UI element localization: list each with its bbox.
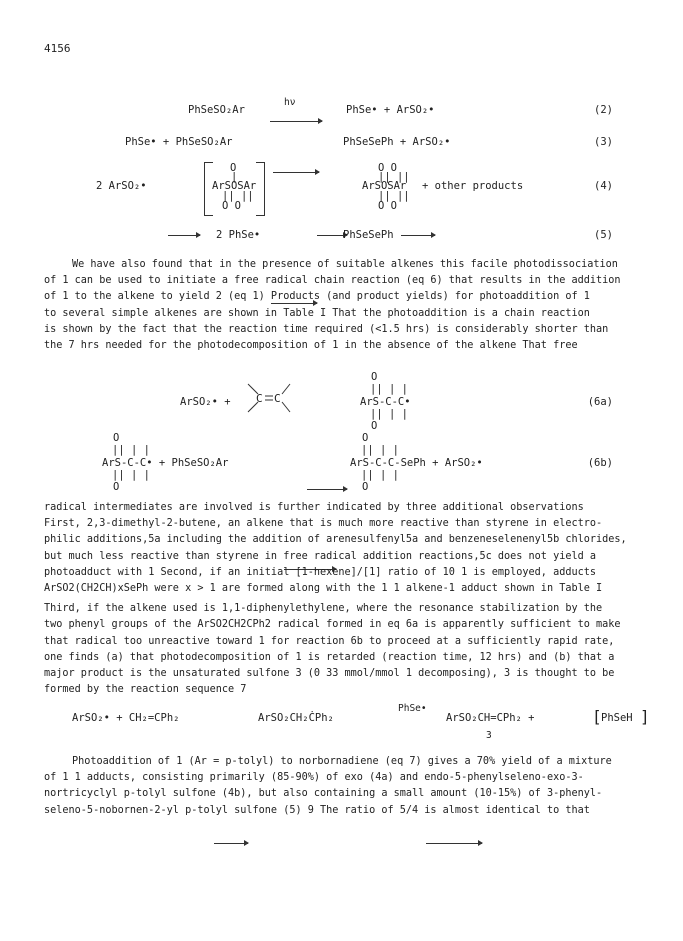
eq5-right: PhSeSePh (343, 229, 394, 241)
svg-text:C: C (256, 392, 263, 405)
eq6b-prod-bonds-top: || | | (361, 444, 399, 456)
p2-line: but much less reactive than styrene in free radical addition reactions,5c does not yield a (44, 550, 597, 562)
alkene-structure (244, 380, 294, 418)
eq6a-right: ArS-C-C• (360, 396, 411, 408)
eq3-number: (3) (594, 136, 613, 148)
p1-line: We have also found that in the presence of suitable alkenes this facile photodissociation (72, 259, 618, 270)
paragraph-2 (44, 500, 644, 698)
eq6a-o-top: O (371, 371, 378, 383)
eq6b-prod-o-top: O (362, 432, 369, 444)
eq6b-bonds-top: || | | (112, 444, 150, 456)
eq2-arrow-label: hν (284, 97, 296, 108)
p3-line: of 1 1 adducts, consisting primarily (85-90%) of exo (4a) and endo-5-phenylseleno-exo-3- (44, 772, 584, 784)
eq6b-prod-o-bottom: O (362, 481, 369, 493)
eq6a-o-bottom: O (371, 420, 378, 432)
seq-left: ArSO₂• + CH₂=CPh₂ (72, 712, 180, 724)
seq-arrow-label: PhSe• (398, 703, 427, 714)
eq4-int-o-top: O (230, 162, 237, 174)
eq6a-number: (6a) (587, 396, 613, 408)
eq6b-prod-bonds-bottom: || | | (361, 469, 399, 481)
paragraph-3 (44, 754, 644, 819)
page-number: 4156 (44, 42, 71, 55)
eq4-prod-bond-top: || || (378, 171, 410, 183)
eq4-left: 2 ArSO₂• (96, 180, 147, 192)
eq4-prod-bonds: || || (378, 190, 410, 202)
eq4-right-extra: + other products (422, 180, 524, 192)
p1-line: the 7 hrs needed for the photodecomposition of 1 in the absence of the alkene That free (44, 340, 578, 352)
p2-line: one finds (a) that photodecomposition of 1 is retarded (reaction time, 12 hrs) and (b) that a (44, 651, 615, 663)
seq-arrow-2 (426, 843, 482, 844)
bracket-right (256, 162, 265, 216)
p1-line: of 1 can be used to initiate a free radical chain reaction (eq 6) that results in the addition (44, 275, 621, 287)
p3-line: seleno-5-nobornen-2-yl p-tolyl sulfone (5) 9 The ratio of 5/4 is almost identical to that (44, 804, 590, 816)
eq5-number: (5) (594, 229, 613, 241)
eq4-int-bond-top: | (231, 171, 238, 183)
eq6b-bonds-bottom: || | | (112, 469, 150, 481)
eq4-arrow-1 (168, 235, 200, 236)
eq6b-left: ArS-C-C• + PhSeSO₂Ar (102, 457, 229, 469)
eq3-right: PhSeSePh + ArSO₂• (343, 136, 451, 148)
eq2-right: PhSe• + ArSO₂• (346, 104, 435, 116)
seq-bracket-open: [ (592, 707, 602, 726)
eq6a-left: ArSO₂• + (180, 396, 231, 408)
p2-line: that radical too unreactive toward 1 for reaction 6b to proceed at a sufficiently rapid rate, (44, 635, 615, 647)
p2-line: Third, if the alkene used is 1,1-diphenylethylene, where the resonance stabilization by the (44, 603, 603, 615)
eq3-arrow (273, 172, 319, 173)
eq6a-bonds-top: || | | (370, 383, 408, 395)
p2-line: major product is the unsaturated sulfone 3 (0 33 mmol/mmol 1 decomposing), 3 is thought to be (44, 668, 615, 680)
paragraph-1 (44, 257, 644, 354)
p2-line: radical intermediates are involved is further indicated by three additional observations (44, 502, 584, 513)
p1-line: is shown by the fact that the reaction time required (<1.5 hrs) is considerably shorter than (44, 323, 609, 335)
eq2-number: (2) (594, 104, 613, 116)
p2-line: philic additions,5a including the addition of arenesulfenyl5a and benzeneselenenyl5b chlorides, (44, 534, 627, 546)
eq4-prod-o-top: O O (378, 162, 397, 174)
eq4-prod-o-bottom: O O (378, 200, 397, 212)
eq5-left: 2 PhSe• (216, 229, 261, 241)
seq-right: ArSO₂CH=CPh₂ + (446, 712, 535, 724)
p3-line: nortricyclyl p-tolyl sulfone (4b), but also containing a small amount (10-15%) of 3-phenyl- (44, 788, 603, 800)
eq4-int-bonds: || || (222, 190, 254, 202)
p2-line: formed by the reaction sequence 7 (44, 684, 247, 696)
eq3-left: PhSe• + PhSeSO₂Ar (125, 136, 233, 148)
p2-line: two phenyl groups of the ArSO2CH2CPh2 radical formed in eq 6a is apparently sufficient to make (44, 619, 621, 631)
eq2-left: PhSeSO₂Ar (188, 104, 245, 116)
seq-bracket-content: PhSeH (601, 712, 633, 724)
eq4-int-o-bottom: O O (222, 200, 241, 212)
svg-text:C: C (274, 392, 281, 405)
seq-arrow-1 (214, 843, 248, 844)
eq2-arrow (270, 121, 322, 122)
eq4-arrow-3 (401, 235, 435, 236)
p2-line: ArSO2(CH2CH)xSePh were x > 1 are formed along with the 1 1 alkene-1 adduct shown in Table I (44, 583, 603, 595)
eq6a-bonds-bottom: || | | (370, 408, 408, 420)
seq-bracket-close: ] (640, 707, 650, 726)
p2-line: First, 2,3-dimethyl-2-butene, an alkene that is much more reactive than styrene in electro- (44, 518, 603, 530)
p1-line: of 1 to the alkene to yield 2 (eq 1) Products (and product yields) for photoaddition of 1 (44, 291, 590, 303)
p1-line: to several simple alkenes are shown in Table I That the photoaddition is a chain reaction (44, 307, 590, 319)
p3-line: Photoaddition of 1 (Ar = p-tolyl) to norbornadiene (eq 7) gives a 70% yield of a mixture (72, 756, 612, 767)
eq4-number: (4) (594, 180, 613, 192)
eq6b-right: ArS-C-C-SePh + ArSO₂• (350, 457, 483, 469)
eq4-intermediate: ArSOSAr (212, 180, 257, 192)
seq-compound-label: 3 (486, 730, 492, 741)
eq6b-o-bottom: O (113, 481, 120, 493)
p2-line: photoadduct with 1 Second, if an initial [1-hexene]/[1] ratio of 10 1 is employed, adducts (44, 566, 597, 578)
eq6b-o-top: O (113, 432, 120, 444)
eq6a-arrow (307, 489, 347, 490)
seq-mid: ArSO₂CH₂ĊPh₂ (258, 712, 334, 724)
eq4-right: ArSOSAr (362, 180, 407, 192)
eq6b-number: (6b) (587, 457, 613, 469)
